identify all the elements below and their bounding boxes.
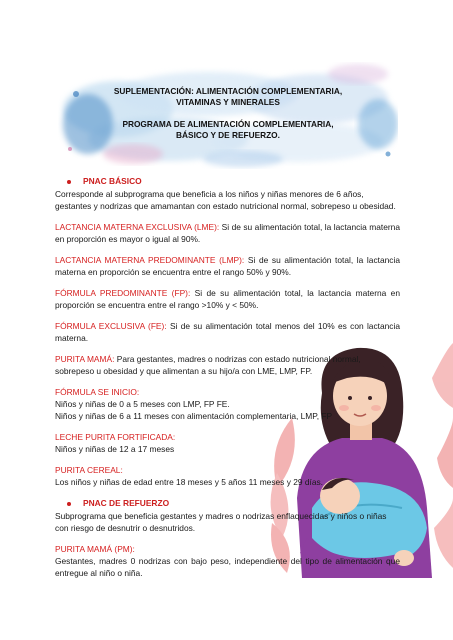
text-fe: Si de su alimentación total menos del 10% es con lactancia materna.: [55, 321, 400, 343]
banner-line-3: PROGRAMA DE ALIMENTACIÓN COMPLEMENTARIA,: [122, 119, 334, 129]
paragraph-pnac-refuerzo: Subprograma que beneficia gestantes y madres o nodrizas enflaquecidas y niños o niñas con riesgo de desnutrir o desnutridos.: [55, 511, 387, 534]
definition-fe: [55, 321, 400, 345]
paragraph-pnac-basico: Corresponde al subprograma que beneficia a los niños y niñas menores de 6 años, gestantes y nodrizas que amamantan con estado nutricional normal, sobrepeso u obesidad.: [55, 188, 396, 211]
term-purita-mama-pm: PURITA MAMÁ (PM):: [55, 544, 135, 555]
text-purita-mama: Para gestantes, madres o nodrizas con estado nutricional normal, sobrepeso u obesidad y que alimentan a su hijo/a con LME, LMP, FP.: [55, 354, 361, 377]
term-purita-cereal: PURITA CEREAL:: [55, 465, 123, 476]
definition-leche-purita: [55, 432, 400, 456]
bullet-dot-icon: [67, 180, 71, 184]
term-formula-inicio: FÓRMULA SE INICIO:: [55, 387, 140, 398]
term-lme: LACTANCIA MATERNA EXCLUSIVA (LME):: [55, 221, 220, 232]
section-pnac-basico: [55, 176, 400, 212]
text-formula-inicio-1: Niños y niñas de 0 a 5 meses con LMP, FP FE.: [55, 399, 230, 410]
watercolor-title-banner: [58, 54, 398, 174]
banner-line-1: SUPLEMENTACIÓN: ALIMENTACIÓN COMPLEMENTARIA,: [113, 86, 343, 96]
definition-fp: [55, 288, 400, 312]
text-purita-mama-pm: Gestantes, madres 0 nodrizas con bajo peso, independiente del tipo de alimentación que entregue al niño o niña.: [55, 556, 400, 578]
definition-purita-mama-pm: [55, 544, 400, 579]
heading-pnac-basico: PNAC BÁSICO: [83, 176, 142, 186]
term-fe: FÓRMULA EXCLUSIVA (FE):: [55, 321, 167, 332]
term-fp: FÓRMULA PREDOMINANTE (FP):: [55, 288, 191, 299]
definition-lmp: [55, 255, 400, 279]
text-fp: Si de su alimentación total, la lactancia materna en proporción se encuentra entre el rango >10% y < 50%.: [55, 288, 400, 310]
text-formula-inicio-2: Niños y niñas de 6 a 11 meses con alimentación complementaria, LMP, FP: [55, 410, 333, 421]
document-body: [55, 176, 400, 589]
bullet-dot-icon: [67, 502, 71, 506]
text-leche-purita: Niños y niñas de 12 a 17 meses: [55, 444, 175, 455]
definition-formula-inicio: [55, 387, 400, 422]
banner-line-4: BÁSICO Y DE REFUERZO.: [176, 130, 280, 140]
heading-pnac-refuerzo: PNAC DE REFUERZO: [83, 498, 170, 509]
section-heading: [55, 176, 400, 188]
term-leche-purita: LECHE PURITA FORTIFICADA:: [55, 432, 176, 443]
definition-purita-mama: [55, 354, 400, 378]
text-purita-cereal: Los niños y niñas de edad entre 18 meses y 5 años 11 meses y 29 días.: [55, 477, 324, 488]
section-pnac-refuerzo: [55, 498, 400, 534]
term-lmp: LACTANCIA MATERNA PREDOMINANTE (LMP):: [55, 254, 245, 265]
text-lme: Si de su alimentación total, la lactancia materna en proporción es mayor o igual al 90%.: [55, 221, 400, 244]
section-heading: [55, 498, 400, 510]
banner-title: [58, 86, 398, 141]
definition-purita-cereal: [55, 465, 400, 489]
term-purita-mama: PURITA MAMÁ:: [55, 354, 115, 365]
definition-lme: [55, 222, 400, 246]
banner-line-2: VITAMINAS Y MINERALES: [176, 97, 280, 107]
text-lmp: Si de su alimentación total, la lactancia materna en proporción se encuentra entre el rango 50% y 90%.: [55, 254, 400, 277]
